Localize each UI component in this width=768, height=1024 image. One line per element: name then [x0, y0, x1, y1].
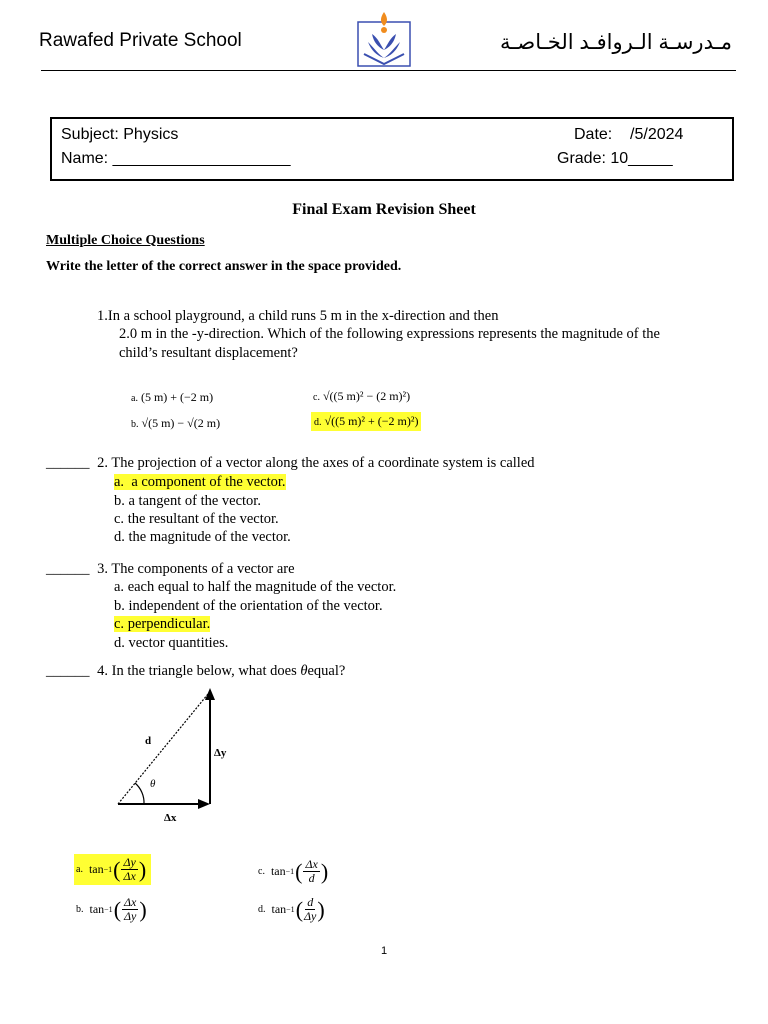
angle-label: θ — [150, 778, 156, 790]
answer-blank: ______ — [46, 561, 90, 577]
horizontal-label: Δx — [164, 812, 177, 824]
school-logo-icon — [352, 8, 416, 70]
q2-option-d: d. the magnitude of the vector. — [114, 529, 291, 545]
question-1-line-3: child’s resultant displacement? — [119, 345, 298, 361]
q4-option-a: a. tan −1 ( Δy Δx ) — [74, 854, 151, 885]
q3-option-c: c. perpendicular. — [114, 616, 211, 632]
student-info-box — [50, 117, 734, 181]
hypotenuse-label: d — [145, 735, 152, 747]
q2-option-b: b. a tangent of the vector. — [114, 493, 261, 509]
vertical-arrowhead — [205, 688, 215, 700]
question-1-line-2: 2.0 m in the -y-direction. Which of the following expressions represents the magnitude of the — [119, 326, 660, 342]
answer-blank: ______ — [46, 455, 90, 471]
subject-label: Subject: Physics — [61, 126, 179, 143]
q4-option-c: c. tan −1 ( Δx d ) — [258, 857, 329, 885]
section-heading: Multiple Choice Questions — [46, 233, 205, 248]
q3-option-d: d. vector quantities. — [114, 635, 229, 651]
question-2 — [46, 455, 535, 472]
q1-option-c: c. √((5 m)² − (2 m)²) — [313, 389, 411, 403]
theta-symbol: θ — [300, 663, 308, 679]
q3-option-a: a. each equal to half the magnitude of the vector. — [114, 579, 397, 595]
grade-label: Grade: 10_____ — [557, 150, 673, 167]
q4-option-d: d. tan −1 ( d Δy ) — [258, 895, 325, 923]
page-title: Final Exam Revision Sheet — [292, 201, 476, 218]
q4-option-b: b. tan −1 ( Δx Δy ) — [76, 895, 147, 923]
question-3-text: 3. The components of a vector are — [97, 561, 295, 577]
horizontal-arrowhead — [198, 799, 210, 809]
name-field: Name: ____________________ — [61, 150, 291, 167]
instructions: Write the letter of the correct answer in the space provided. — [46, 259, 402, 274]
page-number: 1 — [380, 945, 388, 957]
date-label: Date: /5/2024 — [574, 126, 684, 143]
question-4-text: 4. In the triangle below, what does — [97, 663, 297, 679]
q3-option-b: b. independent of the orientation of the vector. — [114, 598, 383, 614]
question-3 — [46, 561, 295, 578]
question-2-text: 2. The projection of a vector along the axes of a coordinate system is called — [97, 455, 535, 471]
q2-option-a: a. a component of the vector. — [114, 474, 286, 490]
question-1-text: 1.In a school playground, a child runs 5 m in the x-direction and then — [97, 308, 499, 324]
header-divider — [41, 70, 736, 71]
hypotenuse-line — [118, 694, 208, 804]
question-1-line-1 — [97, 308, 498, 325]
angle-arc — [135, 783, 144, 804]
triangle-diagram — [110, 686, 230, 826]
q1-option-a: a. (5 m) + (−2 m) — [131, 390, 214, 404]
q2-option-c: c. the resultant of the vector. — [114, 511, 279, 527]
answer-blank: ______ — [46, 663, 90, 679]
question-4: ______ 4. In the triangle below, what does θequal? — [46, 663, 346, 679]
school-name-arabic: مـدرسـة الـروافـد الخـاصـة — [500, 31, 732, 54]
school-name-english: Rawafed Private School — [39, 30, 242, 51]
vertical-label: Δy — [214, 747, 227, 759]
q1-option-b: b. √(5 m) − √(2 m) — [131, 416, 221, 430]
q1-option-d: d. √((5 m)² + (−2 m)²) — [311, 412, 421, 431]
